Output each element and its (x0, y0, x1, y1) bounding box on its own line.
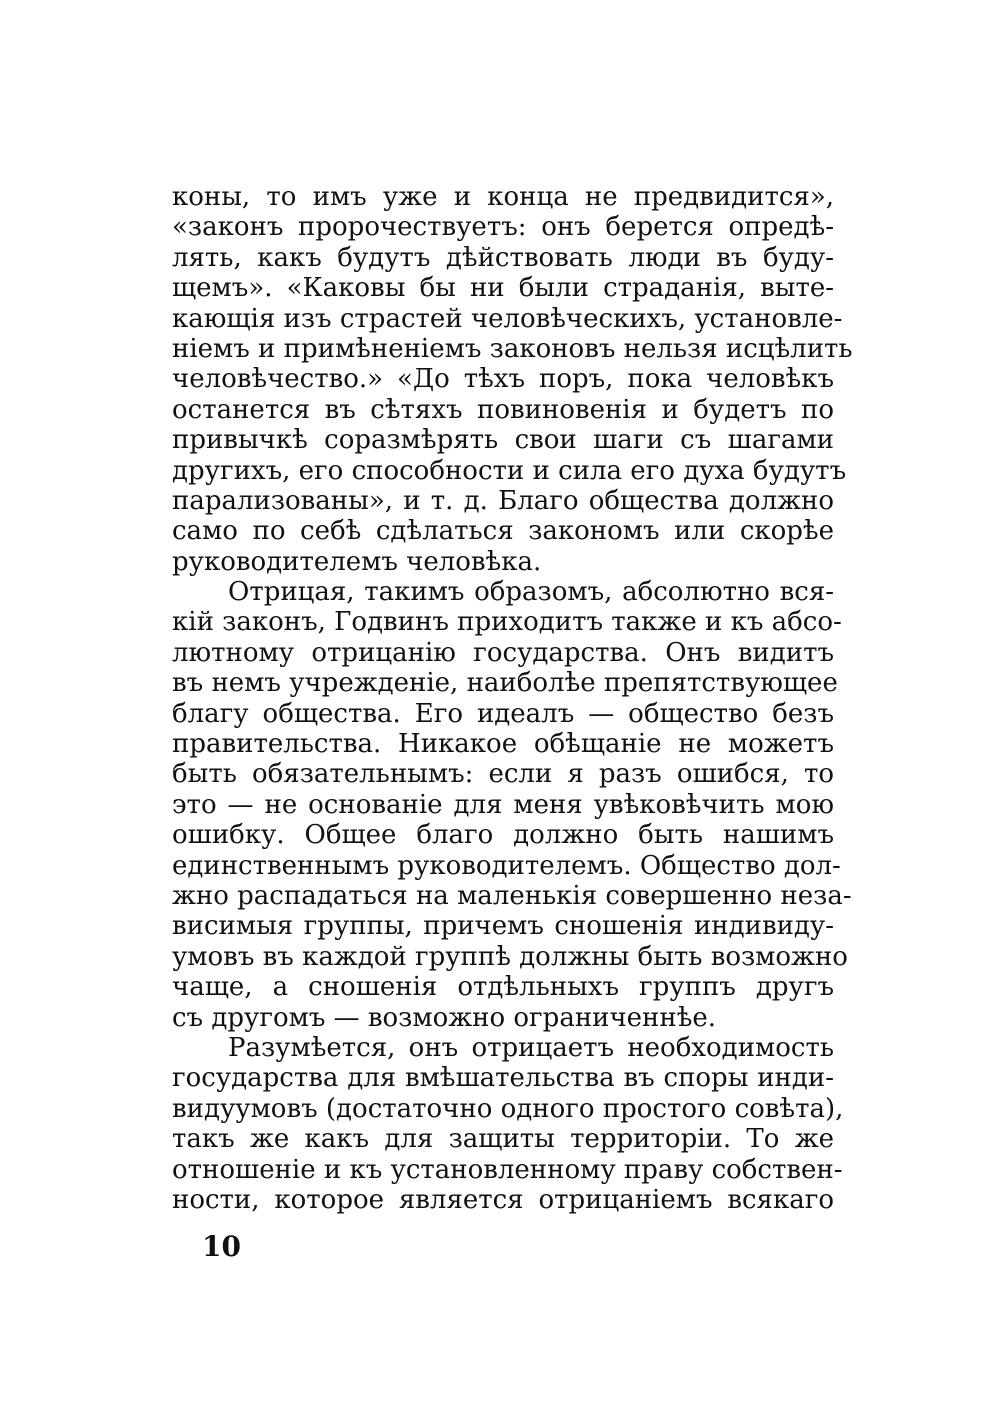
paragraph-end-line: руководителемъ человѣка. (172, 546, 542, 577)
body-text (172, 182, 853, 1215)
text-line: такъ же какъ для защиты территоріи. То же (172, 1124, 834, 1155)
text-line: въ немъ учрежденіе, наиболѣе препятствующее (172, 668, 838, 699)
paragraph-start-line: Разумѣется, онъ отрицаетъ необходимость (228, 1032, 834, 1063)
text-line: парализованы», и т. д. Благо общества должно (172, 485, 834, 516)
text-line: кающія изъ страстей человѣческихъ, установле- (172, 303, 843, 334)
text-line: привычкѣ соразмѣрять свои шаги съ шагами (172, 425, 834, 456)
text-line: ности, которое является отрицаніемъ всякаго (172, 1184, 834, 1215)
text-line: чаще, а сношенія отдѣльныхъ группъ другъ (172, 972, 834, 1003)
text-line: отношеніе и къ установленному праву собствен- (172, 1154, 843, 1185)
text-line: коны, то имъ уже и конца не предвидится», (172, 182, 834, 212)
text-line: ошибку. Общее благо должно быть нашимъ (172, 820, 834, 851)
text-line: умовъ въ каждой группѣ должны быть возможно (172, 941, 848, 972)
text-line: останется въ сѣтяхъ повиновенія и будетъ по (172, 394, 834, 425)
text-line: жно распадаться на маленькія совершенно неза- (172, 880, 852, 911)
text-line: человѣчество.» «До тѣхъ поръ, пока человѣкъ (172, 364, 834, 395)
text-line: видуумовъ (достаточно одного простого совѣта), (172, 1093, 844, 1124)
text-line: «законъ пророчествуетъ: онъ берется опредѣ- (172, 212, 834, 243)
text-line: само по себѣ сдѣлаться закономъ или скорѣе (172, 516, 834, 547)
text-line: это — не основаніе для меня увѣковѣчить мою (172, 789, 834, 820)
paragraph-start-line: Отрицая, такимъ образомъ, абсолютно вся- (228, 577, 834, 608)
text-line: лютному отрицанію государства. Онъ видитъ (172, 637, 834, 668)
text-line: ніемъ и примѣненіемъ законовъ нельзя исцѣлить (172, 333, 853, 364)
paragraph-end-line: съ другомъ — возможно ограниченнѣе. (172, 1002, 717, 1033)
text-line: государства для вмѣшательства въ споры инди- (172, 1063, 834, 1094)
text-line: единственнымъ руководителемъ. Общество дол- (172, 850, 841, 881)
text-line: лять, какъ будутъ дѣйствовать люди въ буду- (172, 242, 834, 273)
text-line: щемъ». «Каковы бы ни были страданія, выте- (172, 273, 834, 304)
text-line: правительства. Никакое обѣщаніе не можетъ (172, 729, 834, 760)
text-line: другихъ, его способности и сила его духа будутъ (172, 455, 847, 486)
text-line: висимыя группы, причемъ сношенія индивиду- (172, 911, 834, 942)
text-line: быть обязательнымъ: если я разъ ошибся, то (172, 759, 834, 790)
text-line: кій законъ, Годвинъ приходитъ также и къ абсо- (172, 607, 842, 638)
text-line: благу общества. Его идеалъ — общество безъ (172, 698, 834, 729)
page-number: 10 (202, 1230, 241, 1263)
